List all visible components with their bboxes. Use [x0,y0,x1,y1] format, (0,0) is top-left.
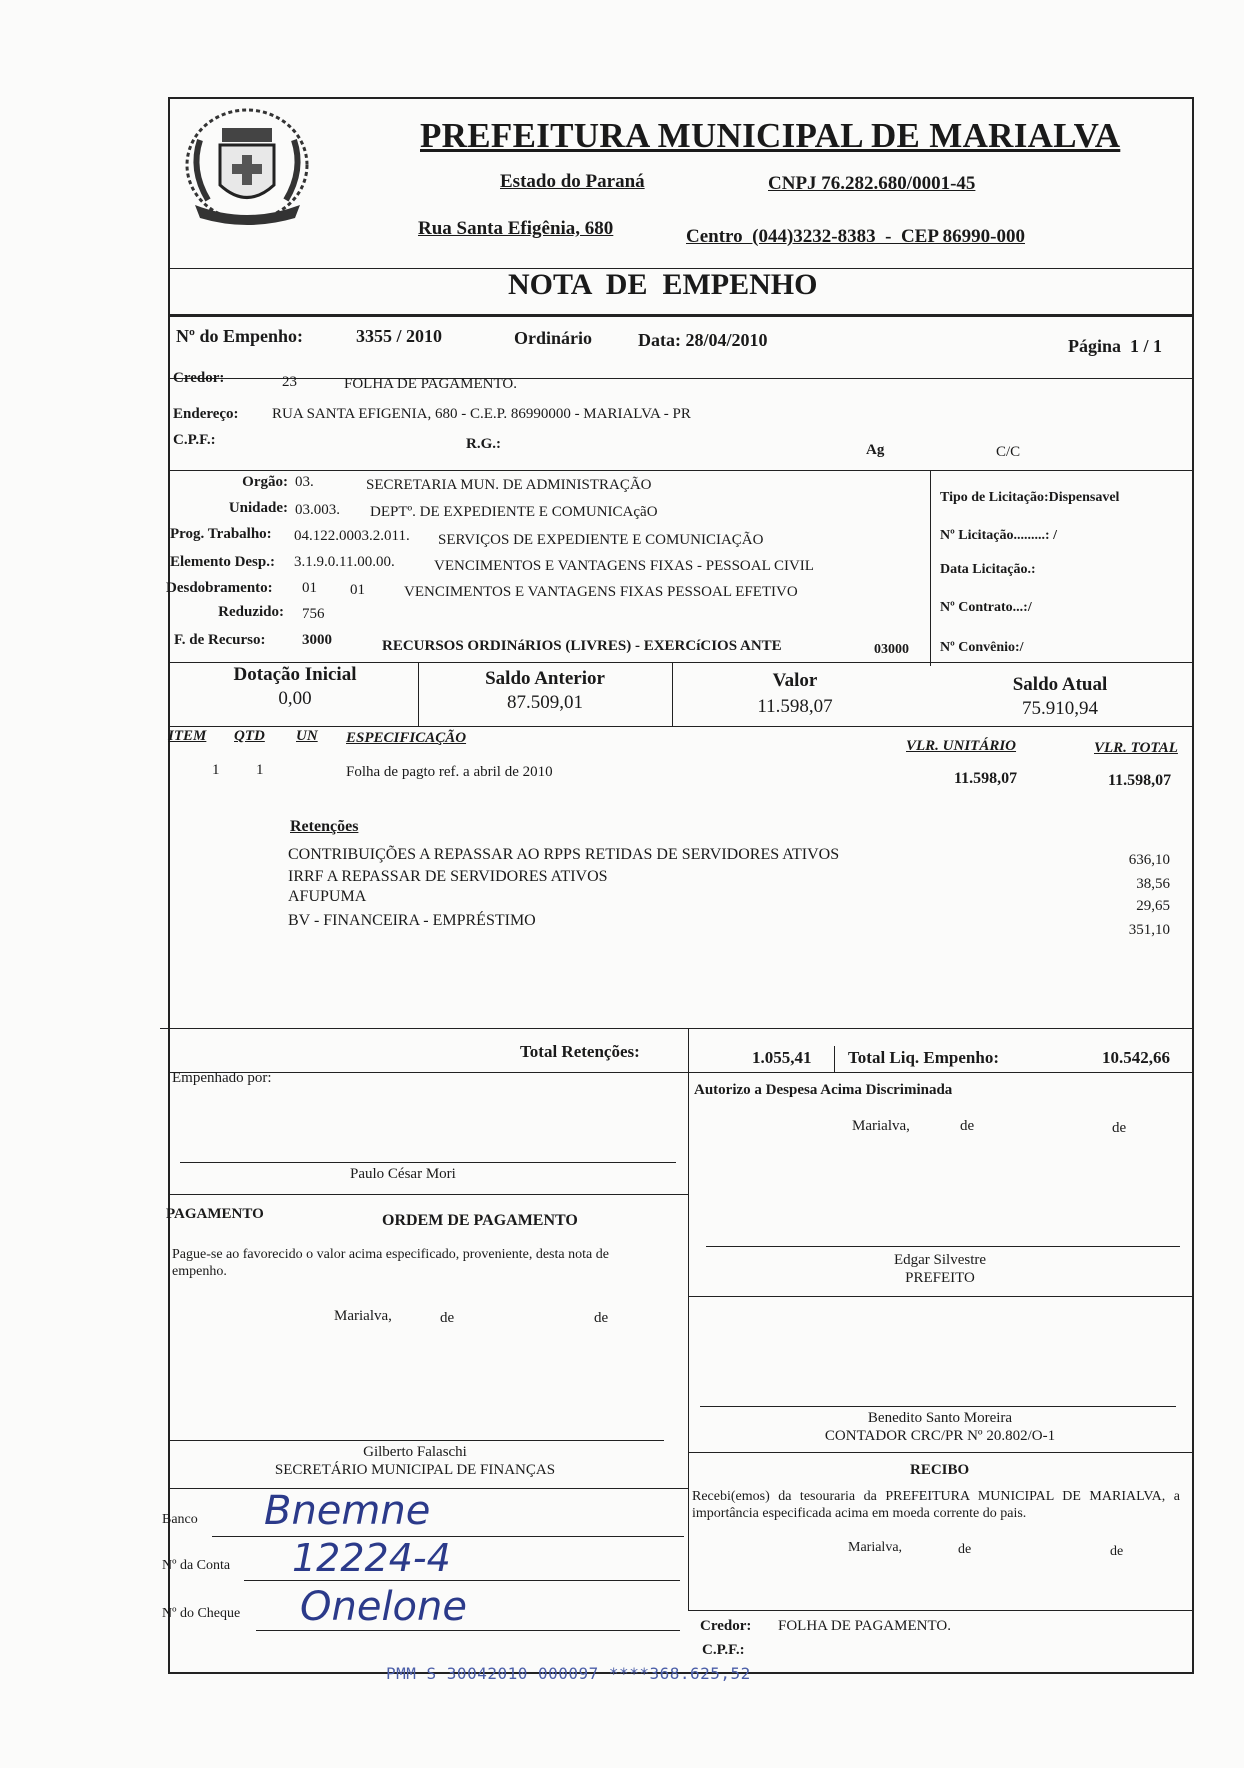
empenhado-name: Paulo César Mori [350,1166,456,1182]
reduzido-value: 756 [302,606,325,622]
prog-code: 04.122.0003.2.011. [294,528,410,544]
conta-handwritten: 12224-4 [292,1536,451,1580]
recibo-de-2: de [1110,1544,1124,1559]
retencao-value-2: 38,56 [1136,876,1170,892]
credor-code: 23 [282,374,297,390]
licitacao-tipo: Tipo de Licitação:Dispensavel [940,490,1120,505]
contrato-numero: Nº Contrato...:/ [940,600,1032,615]
contact-label: Centro (044)3232-8383 - CEP 86990-000 [686,226,1025,247]
item-number: 1 [212,762,220,778]
state-label: Estado do Paraná [500,171,645,192]
empenho-number-label: Nº do Empenho: [176,326,303,346]
empenho-date: Data: 28/04/2010 [638,330,768,350]
col-qtd: QTD [234,728,265,744]
cc-label: C/C [996,444,1021,460]
municipality-title: PREFEITURA MUNICIPAL DE MARIALVA [420,116,1121,155]
cheque-handwritten: Onelone [300,1584,467,1630]
elemento-label: Elemento Desp.: [170,554,275,570]
prog-label: Prog. Trabalho: [170,526,272,542]
secretario-title: SECRETÁRIO MUNICIPAL DE FINANÇAS [274,1462,556,1478]
prog-name: SERVIÇOS DE EXPEDIENTE E COMUNICIAÇÃO [438,532,764,548]
unidade-label: Unidade: [228,500,288,516]
cheque-label: Nº do Cheque [162,1606,241,1621]
recibo-credor-label: Credor: [700,1618,752,1634]
recibo-cpf-label: C.P.F.: [702,1642,745,1658]
cpf-label: C.P.F.: [173,432,216,448]
saldo-atual-value: 75.910,94 [1022,698,1098,719]
total-retencoes-label: Total Retenções: [520,1042,640,1061]
retencao-value-1: 636,10 [1128,852,1170,868]
empenho-type: Ordinário [514,328,593,348]
col-valor-total: VLR. TOTAL [1094,740,1178,756]
total-retencoes-value: 1.055,41 [752,1048,812,1067]
ag-label: Ag [866,442,885,458]
pagamento-city: Marialva, [334,1308,392,1324]
recurso-code: 3000 [302,632,332,648]
recibo-text: Recebi(emos) da tesouraria da PREFEITURA MUNICIPAL DE MARIALVA, a importância especificada acima em moeda corrente do pais. [692,1489,1180,1521]
document-title: NOTA DE EMPENHO [508,268,818,301]
dotacao-value: 0,00 [278,688,312,709]
licitacao-numero: Nº Licitação.........: / [940,528,1057,543]
cnpj-label: CNPJ 76.282.680/0001-45 [768,173,976,194]
retencao-desc-2: IRRF A REPASSAR DE SERVIDORES ATIVOS [288,868,608,885]
reduzido-label: Reduzido: [218,604,284,620]
banco-label: Banco [162,1512,198,1527]
retencao-desc-3: AFUPUMA [288,888,367,905]
autorizo-de-2: de [1112,1120,1127,1136]
orgao-code: 03. [295,474,314,490]
desdobramento-name: VENCIMENTOS E VANTAGENS FIXAS PESSOAL EFETIVO [404,584,798,600]
elemento-code: 3.1.9.0.11.00.00. [294,554,395,570]
address-label: Rua Santa Efigênia, 680 [418,218,614,239]
item-unit-value: 11.598,07 [954,770,1018,787]
conta-label: Nº da Conta [162,1558,231,1573]
pagamento-de-2: de [594,1310,609,1326]
recurso-code-2: 03000 [874,642,909,657]
empenhado-label: Empenhado por: [172,1070,272,1086]
retencoes-title: Retenções [290,818,359,835]
retencao-value-4: 351,10 [1128,922,1170,938]
desdobramento-label: Desdobramento: [166,580,273,596]
prefeito-name: Edgar Silvestre [893,1252,987,1268]
recurso-label: F. de Recurso: [174,632,266,648]
saldo-anterior-label: Saldo Anterior [485,668,605,689]
orgao-label: Orgão: [242,474,288,490]
recibo-credor-name: FOLHA DE PAGAMENTO. [778,1618,951,1634]
total-liquido-value: 10.542,66 [1102,1048,1170,1067]
recibo-title: RECIBO [910,1462,970,1478]
pagamento-de-1: de [440,1310,455,1326]
autorizo-city: Marialva, [852,1118,910,1134]
pague-se-text: Pague-se ao favorecido o valor acima especificado, proveniente, desta nota de empenho. [172,1247,609,1279]
coat-of-arms-logo [180,100,315,230]
pagamento-label: PAGAMENTO [166,1206,264,1222]
saldo-atual-label: Saldo Atual [1012,674,1108,695]
elemento-name: VENCIMENTOS E VANTAGENS FIXAS - PESSOAL CIVIL [434,558,814,574]
desdobramento-code-2: 01 [350,582,365,598]
recurso-name: RECURSOS ORDINáRIOS (LIVRES) - EXERCíCIOS ANTE [382,638,782,654]
col-item: ITEM [168,728,207,744]
orgao-name: SECRETARIA MUN. DE ADMINISTRAÇÃO [366,477,652,493]
retencao-value-3: 29,65 [1136,898,1170,914]
empenho-number: 3355 / 2010 [356,326,443,346]
dotacao-label: Dotação Inicial [233,664,357,685]
item-total-value: 11.598,07 [1108,772,1172,789]
credor-address: RUA SANTA EFIGENIA, 680 - C.E.P. 86990000 - MARIALVA - PR [272,406,691,422]
item-description: Folha de pagto ref. a abril de 2010 [346,764,553,780]
retencao-desc-4: BV - FINANCEIRA - EMPRÉSTIMO [288,912,536,929]
item-qtd: 1 [256,762,264,778]
autorizo-label: Autorizo a Despesa Acima Discriminada [694,1082,953,1098]
contador-title: CONTADOR CRC/PR Nº 20.802/O-1 [824,1428,1056,1444]
valor-label: Valor [772,670,818,691]
desdobramento-code-1: 01 [302,580,317,596]
autorizo-de-1: de [960,1118,975,1134]
recibo-city: Marialva, [848,1540,903,1555]
ordem-pagamento-label: ORDEM DE PAGAMENTO [382,1212,578,1229]
secretario-name: Gilberto Falaschi [363,1444,467,1460]
col-especificacao: ESPECIFICAÇÃO [346,730,467,746]
recibo-de-1: de [958,1542,972,1557]
authentication-stamp: PMM S 30042010 000097 ****368.625,52 [386,1664,751,1683]
col-valor-unitario: VLR. UNITÁRIO [906,738,1017,754]
unidade-name: DEPTº. DE EXPEDIENTE E COMUNICAçãO [370,504,658,520]
retencao-desc-1: CONTRIBUIÇÕES A REPASSAR AO RPPS RETIDAS DE SERVIDORES ATIVOS [288,846,840,863]
address-field-label: Endereço: [173,406,239,422]
rg-label: R.G.: [466,436,501,452]
credor-label: Credor: [173,370,225,386]
page-number: Página 1 / 1 [1068,336,1163,356]
col-un: UN [296,728,318,744]
total-liquido-label: Total Liq. Empenho: [848,1048,999,1067]
contador-name: Benedito Santo Moreira [867,1410,1013,1426]
convenio-numero: Nº Convênio:/ [940,640,1024,655]
banco-handwritten: Bnemne [264,1488,431,1534]
licitacao-data: Data Licitação.: [940,562,1036,577]
valor-value: 11.598,07 [757,696,833,717]
credor-name: FOLHA DE PAGAMENTO. [344,376,517,392]
saldo-anterior-value: 87.509,01 [507,692,583,713]
prefeito-title: PREFEITO [905,1270,975,1286]
unidade-code: 03.003. [295,502,340,518]
